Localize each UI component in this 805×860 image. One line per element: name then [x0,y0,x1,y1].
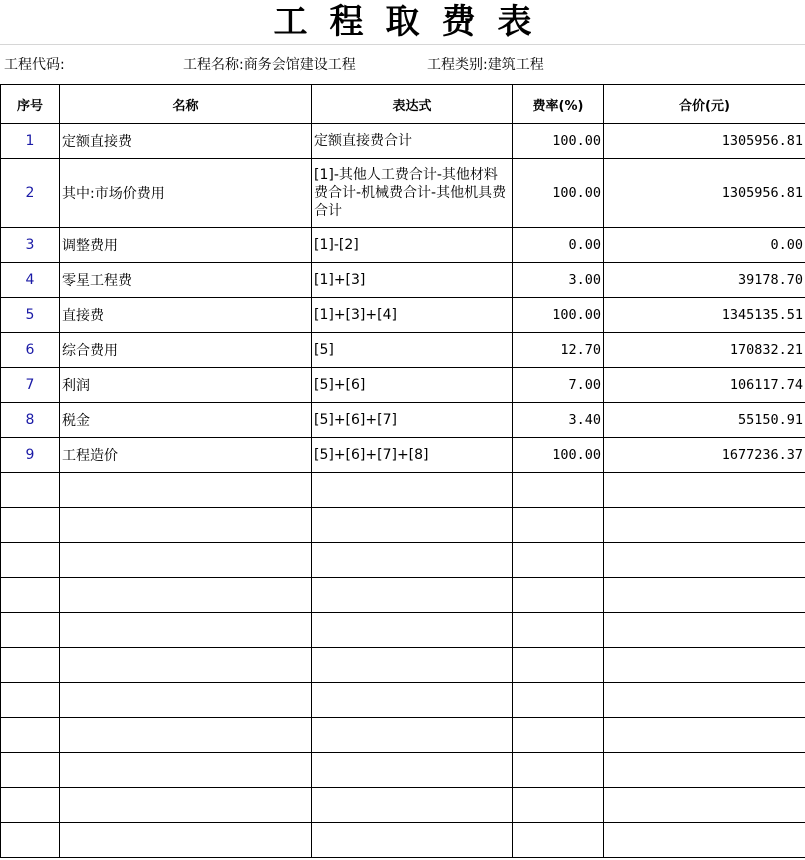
cell-expression: [1]+[3] [312,263,513,298]
empty-cell [60,543,312,578]
empty-cell [604,648,805,683]
cell-rate: 3.00 [513,263,604,298]
empty-cell [1,508,60,543]
cell-total: 1345135.51 [604,298,805,333]
cell-name: 工程造价 [60,438,312,473]
empty-cell [1,788,60,823]
page-title: 工程取费表 [273,2,554,42]
empty-cell [513,753,604,788]
cell-rate: 100.00 [513,298,604,333]
cell-total: 0.00 [604,228,805,263]
empty-cell [604,473,805,508]
empty-cell [60,648,312,683]
empty-cell [1,823,60,858]
empty-cell [513,648,604,683]
empty-table-row [1,613,805,648]
empty-table-row [1,578,805,613]
empty-cell [312,718,513,753]
cell-rate: 0.00 [513,228,604,263]
empty-cell [312,648,513,683]
empty-table-row [1,508,805,543]
cell-number: 8 [1,403,60,438]
empty-cell [312,823,513,858]
column-header-name: 名称 [60,85,312,124]
cell-rate: 12.70 [513,333,604,368]
empty-cell [513,508,604,543]
empty-cell [60,788,312,823]
empty-cell [60,683,312,718]
cell-name: 税金 [60,403,312,438]
cell-total: 1305956.81 [604,159,805,228]
cell-number: 3 [1,228,60,263]
empty-table-row [1,683,805,718]
empty-table-row [1,473,805,508]
empty-cell [60,578,312,613]
cell-name: 综合费用 [60,333,312,368]
cell-expression: [1]-其他人工费合计-其他材料费合计-机械费合计-其他机具费合计 [312,159,513,228]
cell-name: 定额直接费 [60,124,312,159]
empty-cell [312,578,513,613]
cell-name: 直接费 [60,298,312,333]
empty-cell [604,508,805,543]
empty-table-row [1,718,805,753]
empty-cell [1,613,60,648]
empty-cell [513,543,604,578]
table-row [1,438,805,473]
cell-number: 4 [1,263,60,298]
empty-cell [1,683,60,718]
cell-total: 1677236.37 [604,438,805,473]
cell-expression: [1]+[3]+[4] [312,298,513,333]
table-row [1,368,805,403]
empty-cell [513,788,604,823]
empty-cell [604,613,805,648]
empty-cell [1,473,60,508]
empty-cell [60,613,312,648]
empty-cell [312,613,513,648]
cell-expression: [5]+[6]+[7] [312,403,513,438]
empty-cell [60,508,312,543]
empty-table-row [1,543,805,578]
cell-expression: [5] [312,333,513,368]
cell-number: 5 [1,298,60,333]
empty-cell [604,683,805,718]
table-row [1,403,805,438]
cell-rate: 100.00 [513,438,604,473]
empty-cell [513,613,604,648]
empty-cell [513,473,604,508]
cell-rate: 100.00 [513,159,604,228]
empty-table-row [1,753,805,788]
table-row [1,263,805,298]
empty-table-row [1,823,805,858]
title-divider [0,44,805,45]
empty-cell [312,683,513,718]
table-row [1,228,805,263]
cell-expression: [5]+[6]+[7]+[8] [312,438,513,473]
empty-cell [513,823,604,858]
cell-total: 39178.70 [604,263,805,298]
cell-rate: 3.40 [513,403,604,438]
empty-cell [604,823,805,858]
cell-name: 其中:市场价费用 [60,159,312,228]
empty-cell [1,578,60,613]
empty-cell [513,578,604,613]
cell-number: 2 [1,159,60,228]
project-name-label: 工程名称:商务会馆建设工程 [183,57,356,73]
empty-cell [312,508,513,543]
column-header-total: 合价(元) [604,85,805,124]
table-row [1,298,805,333]
project-type-label: 工程类别:建筑工程 [427,57,544,73]
cell-number: 7 [1,368,60,403]
table-row [1,159,805,228]
cell-expression: [1]-[2] [312,228,513,263]
empty-cell [604,578,805,613]
cell-number: 1 [1,124,60,159]
table-row [1,333,805,368]
empty-cell [513,718,604,753]
empty-cell [312,473,513,508]
empty-cell [604,543,805,578]
cell-name: 调整费用 [60,228,312,263]
empty-cell [1,648,60,683]
cell-total: 170832.21 [604,333,805,368]
cell-number: 9 [1,438,60,473]
empty-cell [60,473,312,508]
empty-cell [604,718,805,753]
column-header-expression: 表达式 [312,85,513,124]
cell-rate: 7.00 [513,368,604,403]
column-header-rate: 费率(%) [513,85,604,124]
cell-total: 1305956.81 [604,124,805,159]
cell-number: 6 [1,333,60,368]
cell-rate: 100.00 [513,124,604,159]
fee-table [0,84,805,858]
project-code-label: 工程代码: [4,57,65,73]
cell-name: 零星工程费 [60,263,312,298]
empty-table-row [1,648,805,683]
empty-cell [604,753,805,788]
empty-cell [312,753,513,788]
empty-table-row [1,788,805,823]
empty-cell [1,753,60,788]
column-header-number: 序号 [1,85,60,124]
empty-cell [60,823,312,858]
empty-cell [1,543,60,578]
table-body [1,124,805,858]
empty-cell [312,788,513,823]
table-header-row [1,85,805,124]
empty-cell [312,543,513,578]
cell-total: 55150.91 [604,403,805,438]
cell-expression: 定额直接费合计 [312,124,513,159]
empty-cell [604,788,805,823]
empty-cell [1,718,60,753]
empty-cell [513,683,604,718]
cell-name: 利润 [60,368,312,403]
table-row [1,124,805,159]
empty-cell [60,718,312,753]
empty-cell [60,753,312,788]
cell-expression: [5]+[6] [312,368,513,403]
cell-total: 106117.74 [604,368,805,403]
